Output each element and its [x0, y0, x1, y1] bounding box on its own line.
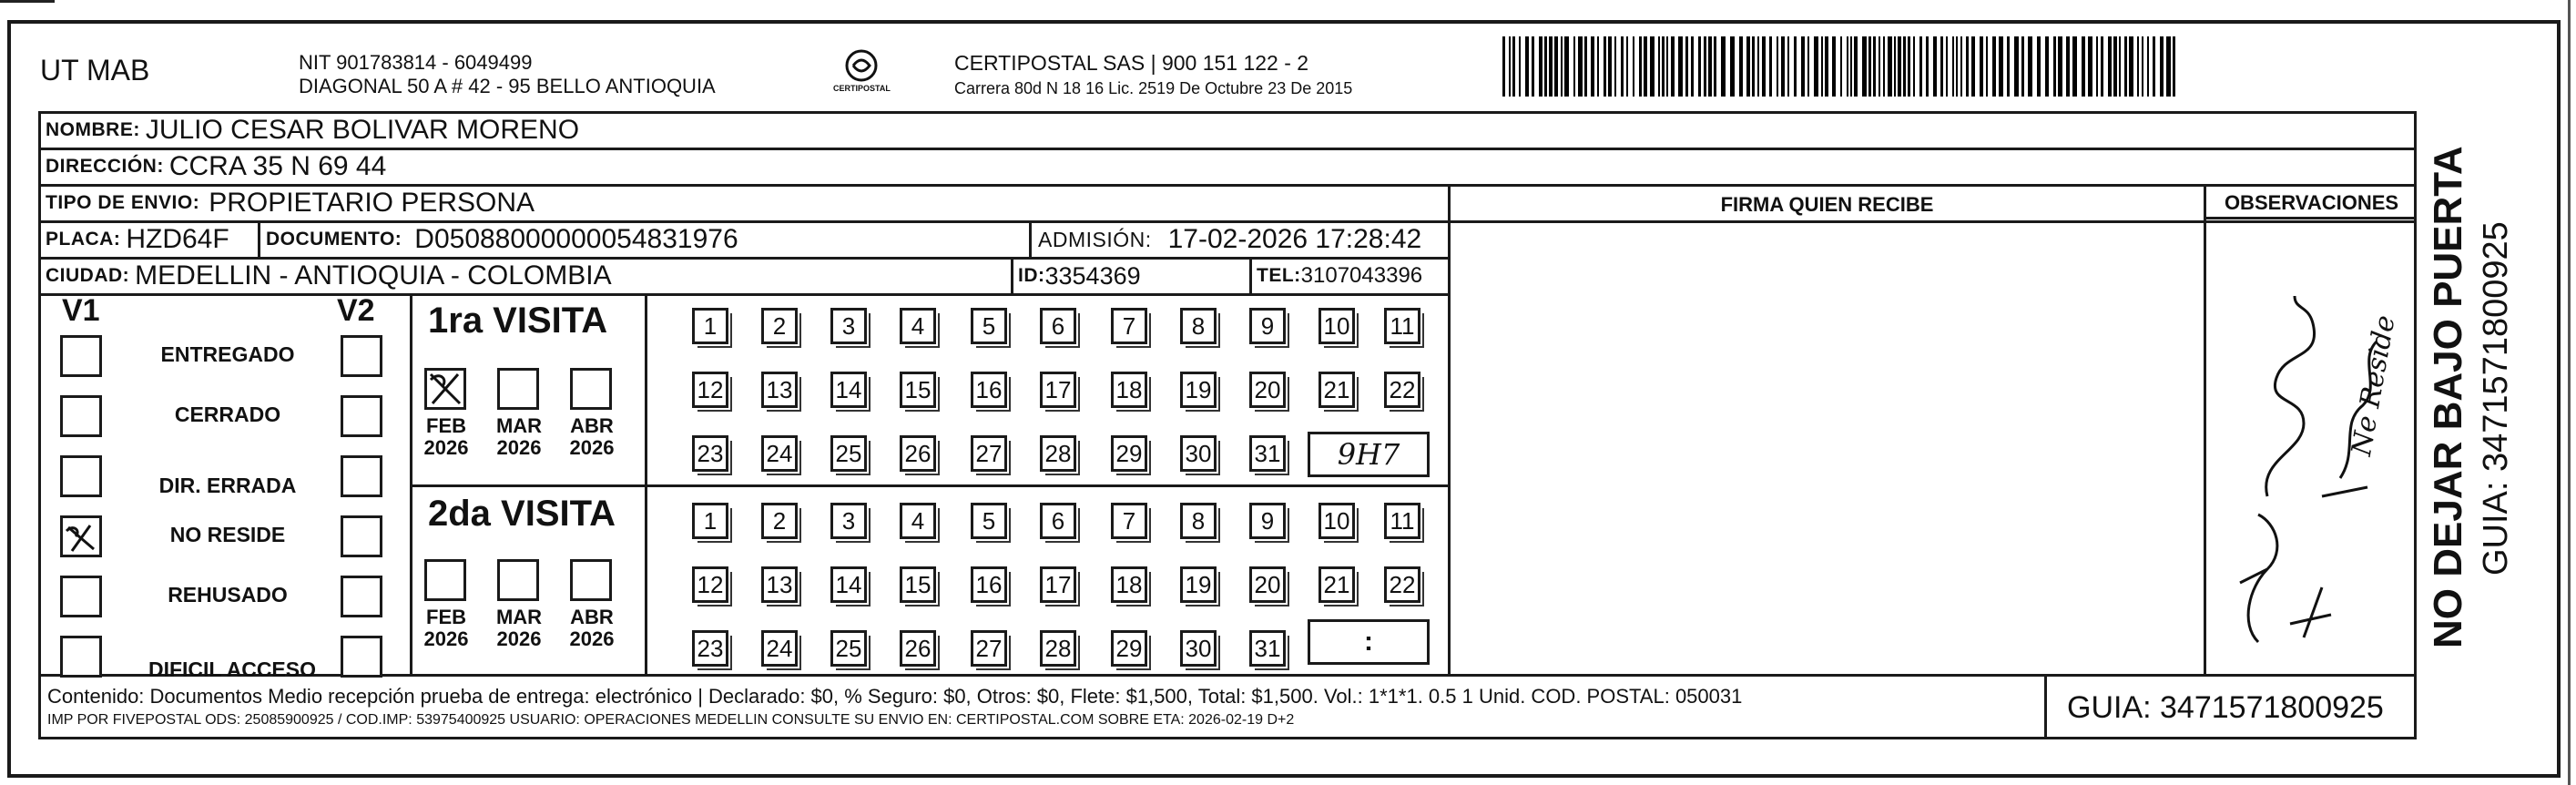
- day-checkbox[interactable]: 31: [1249, 630, 1286, 667]
- documento-value: D05088000000054831976: [414, 224, 738, 254]
- barcode-bar: [1639, 36, 1642, 97]
- barcode-bar: [2053, 36, 2056, 97]
- barcode-bar: [1746, 36, 1750, 97]
- v2-checkbox[interactable]: [341, 515, 382, 557]
- barcode-bar: [1549, 36, 1553, 97]
- barcode-bar: [2153, 36, 2155, 97]
- day-checkbox[interactable]: 5: [971, 308, 1007, 344]
- company-nit: NIT 901783814 - 6049499: [299, 51, 533, 74]
- day-checkbox[interactable]: 9: [1249, 503, 1286, 539]
- status-label: DIFICIL ACCESO: [148, 658, 316, 681]
- nombre-label: NOMBRE:: [46, 119, 140, 140]
- barcode-bar: [2088, 36, 2092, 97]
- documento-cell: [266, 222, 738, 257]
- carrier-license: Carrera 80d N 18 16 Lic. 2519 De Octubre 23 De 2015: [954, 79, 1353, 97]
- day-checkbox[interactable]: 5: [971, 503, 1007, 539]
- nombre-value: JULIO CESAR BOLIVAR MORENO: [145, 115, 580, 145]
- certipostal-logo: [833, 47, 890, 98]
- day-checkbox[interactable]: 17: [1040, 372, 1076, 408]
- barcode-bar: [2096, 36, 2098, 97]
- barcode-bar: [2173, 36, 2175, 97]
- day-checkbox[interactable]: 20: [1249, 372, 1286, 408]
- second-visit-time: [1308, 619, 1430, 665]
- barcode-bar: [1894, 36, 1896, 97]
- barcode-bar: [2028, 36, 2032, 97]
- v1-checkbox[interactable]: [60, 576, 102, 617]
- barcode-bar: [1584, 36, 1587, 97]
- company-name: UT MAB: [40, 54, 150, 87]
- barcode-bar: [1678, 36, 1683, 97]
- barcode-bar: [1564, 36, 1569, 97]
- id-label: ID:: [1018, 265, 1045, 286]
- company-address: DIAGONAL 50 A # 42 - 95 BELLO ANTIOQUIA: [299, 75, 716, 97]
- status-label: CERRADO: [174, 403, 281, 426]
- barcode-bar: [2037, 36, 2041, 97]
- barcode-bar: [1708, 36, 1712, 97]
- barcode-bar: [1512, 36, 1515, 97]
- day-checkbox[interactable]: 7: [1111, 503, 1147, 539]
- handwriting-strokes: [2204, 223, 2417, 669]
- barcode-bar: [1807, 36, 1809, 97]
- barcode-bar: [2108, 36, 2112, 97]
- id-value: 3354369: [1044, 261, 1141, 290]
- day-checkbox[interactable]: 13: [761, 566, 798, 603]
- barcode-bar: [1840, 36, 1842, 97]
- placa-cell: [46, 222, 229, 257]
- row-divider: [38, 148, 2417, 150]
- v1-checkbox[interactable]: [60, 455, 102, 497]
- barcode-bar: [1608, 36, 1612, 97]
- v1-checkbox[interactable]: [60, 395, 102, 437]
- col-divider: [1448, 184, 1451, 674]
- barcode-bar: [1814, 36, 1818, 97]
- col-divider: [1011, 257, 1013, 293]
- direccion-label: DIRECCIÓN:: [46, 156, 164, 177]
- v2-checkbox[interactable]: [341, 636, 382, 678]
- day-checkbox[interactable]: 28: [1040, 630, 1076, 667]
- barcode-bar: [1591, 36, 1594, 97]
- barcode-bar: [2129, 36, 2133, 97]
- tipo-label: TIPO DE ENVIO:: [46, 192, 200, 213]
- barcode-bar: [2119, 36, 2121, 97]
- barcode-bar: [1919, 36, 1922, 97]
- day-checkbox[interactable]: 13: [761, 372, 798, 408]
- day-checkbox[interactable]: 16: [971, 566, 1007, 603]
- row-divider: [38, 674, 2417, 677]
- barcode-bar: [1781, 36, 1785, 97]
- placa-value: HZD64F: [126, 224, 229, 254]
- barcode-bar: [1903, 36, 1906, 97]
- day-checkbox[interactable]: 14: [830, 566, 867, 603]
- barcode-bar: [2166, 36, 2171, 97]
- barcode-bar: [1752, 36, 1755, 97]
- col-divider: [258, 220, 260, 257]
- barcode-bar: [1999, 36, 2003, 97]
- barcode-bar: [1821, 36, 1823, 97]
- day-checkbox[interactable]: 1: [692, 503, 728, 539]
- month-label: ABR 2026: [569, 414, 615, 459]
- month-checkbox[interactable]: [497, 559, 539, 601]
- ciudad-value: MEDELLIN - ANTIOQUIA - COLOMBIA: [135, 260, 612, 291]
- day-checkbox[interactable]: 14: [830, 372, 867, 408]
- col-divider: [645, 293, 647, 674]
- month-checkbox[interactable]: [424, 559, 466, 601]
- month-label: ABR 2026: [569, 606, 615, 650]
- day-checkbox[interactable]: 25: [830, 630, 867, 667]
- barcode-bar: [1888, 36, 1892, 97]
- check-mark-icon: [427, 371, 463, 407]
- barcode-bar: [1604, 36, 1606, 97]
- barcode-bar: [1621, 36, 1624, 97]
- barcode-bar: [1614, 36, 1616, 97]
- day-checkbox[interactable]: 17: [1040, 566, 1076, 603]
- month-checkbox[interactable]: [497, 368, 539, 410]
- barcode-bar: [1544, 36, 1547, 97]
- barcode-bar: [1956, 36, 1958, 97]
- day-checkbox[interactable]: 1: [692, 308, 728, 344]
- second-visit-title: 2da VISITA: [428, 494, 616, 534]
- barcode-bar: [1777, 36, 1778, 97]
- day-checkbox[interactable]: 6: [1040, 503, 1076, 539]
- barcode-bar: [1662, 36, 1665, 97]
- day-checkbox[interactable]: 7: [1111, 308, 1147, 344]
- barcode-bar: [1946, 36, 1948, 97]
- barcode-bar: [1898, 36, 1901, 97]
- day-checkbox[interactable]: 29: [1111, 435, 1147, 472]
- barcode-bar: [1879, 36, 1880, 97]
- barcode-bar: [1913, 36, 1915, 97]
- day-checkbox[interactable]: 19: [1180, 566, 1217, 603]
- barcode-bar: [1532, 36, 1534, 97]
- barcode-bar: [1578, 36, 1583, 97]
- status-label: REHUSADO: [168, 583, 288, 607]
- barcode-bar: [2058, 36, 2062, 97]
- admision-value: 17-02-2026 17:28:42: [1167, 224, 1422, 254]
- day-checkbox[interactable]: 11: [1384, 503, 1420, 539]
- col-divider: [2044, 674, 2047, 739]
- barcode-bar: [2021, 36, 2024, 97]
- first-visit-time: [1308, 432, 1430, 477]
- barcode-bar: [1762, 36, 1766, 97]
- barcode-bar: [2160, 36, 2164, 97]
- barcode-bar: [1730, 36, 1735, 97]
- footer-line1: Contenido: Documentos Medio recepción prueba de entrega: electrónico | Declarado: $0, % Seguro: $0, Otros: $0, Flete: $1,500, Total: $1,500. Vol.: 1*1*1. 0.5 1 Unid. COD. POSTAL: 050031: [47, 685, 1743, 708]
- day-checkbox[interactable]: 12: [692, 372, 728, 408]
- barcode-bar: [1873, 36, 1876, 97]
- day-checkbox[interactable]: 29: [1111, 630, 1147, 667]
- barcode-bar: [1671, 36, 1675, 97]
- barcode-bar: [1626, 36, 1628, 97]
- barcode-bar: [1685, 36, 1688, 97]
- barcode-bar: [1980, 36, 1983, 97]
- first-visit-title: 1ra VISITA: [428, 301, 608, 341]
- day-checkbox[interactable]: 21: [1319, 566, 1355, 603]
- barcode-bar: [1519, 36, 1521, 97]
- v2-checkbox[interactable]: [341, 335, 382, 377]
- barcode-bar: [2101, 36, 2103, 97]
- barcode-bar: [1801, 36, 1805, 97]
- side-warning: NO DEJAR BAJO PUERTA: [2426, 146, 2470, 648]
- day-checkbox[interactable]: 3: [830, 308, 867, 344]
- row-divider: [38, 293, 1448, 296]
- barcode-bar: [1561, 36, 1563, 97]
- tipo-value: PROPIETARIO PERSONA: [209, 188, 535, 218]
- observaciones-header: OBSERVACIONES: [2224, 191, 2399, 214]
- day-checkbox[interactable]: 18: [1111, 372, 1147, 408]
- day-checkbox[interactable]: 11: [1384, 308, 1420, 344]
- direccion-row: [46, 149, 386, 184]
- side-guia: GUIA: 3471571800925: [2477, 221, 2515, 576]
- v1-checkbox[interactable]: [60, 335, 102, 377]
- direccion-value: CCRA 35 N 69 44: [168, 151, 387, 181]
- scan-mark: [0, 0, 55, 3]
- barcode-bar: [1847, 36, 1848, 97]
- status-label: ENTREGADO: [160, 342, 295, 366]
- barcode-bar: [1714, 36, 1716, 97]
- barcode-bar: [1883, 36, 1885, 97]
- placa-label: PLACA:: [46, 229, 121, 250]
- day-checkbox[interactable]: 18: [1111, 566, 1147, 603]
- footer-line2: IMP POR FIVEPOSTAL ODS: 25085900925 / COD.IMP: 53975400925 USUARIO: OPERACIONES MEDELLIN CONSULTE SU ENVIO EN: CERTIPOSTAL.COM SOBRE ETA: 2026-02-19 D+2: [47, 712, 1295, 728]
- day-checkbox[interactable]: 16: [971, 372, 1007, 408]
- status-label: DIR. ERRADA: [158, 474, 297, 497]
- day-checkbox[interactable]: 12: [692, 566, 728, 603]
- barcode-bar: [1971, 36, 1975, 97]
- v2-checkbox[interactable]: [341, 395, 382, 437]
- barcode-bar: [1721, 36, 1726, 97]
- day-checkbox[interactable]: 6: [1040, 308, 1076, 344]
- day-checkbox[interactable]: 25: [830, 435, 867, 472]
- admision-label: ADMISIÓN:: [1038, 227, 1152, 251]
- col-divider: [410, 293, 412, 674]
- barcode-bar: [1854, 36, 1858, 97]
- month-label: MAR 2026: [495, 606, 543, 650]
- barcode-bar: [1698, 36, 1701, 97]
- barcode-bar: [1868, 36, 1871, 97]
- barcode-bar: [1787, 36, 1789, 97]
- tel-value: 3107043396: [1300, 263, 1423, 288]
- day-checkbox[interactable]: 4: [900, 308, 936, 344]
- barcode-bar: [1908, 36, 1910, 97]
- barcode-bar: [1554, 36, 1558, 97]
- barcode-bar: [1825, 36, 1828, 97]
- day-checkbox[interactable]: 30: [1180, 435, 1217, 472]
- day-checkbox[interactable]: 27: [971, 435, 1007, 472]
- day-checkbox[interactable]: 27: [971, 630, 1007, 667]
- barcode-bar: [1509, 36, 1511, 97]
- barcode-bar: [1525, 36, 1529, 97]
- barcode-bar: [1666, 36, 1668, 97]
- footer-guia: GUIA: 3471571800925: [2067, 690, 2384, 725]
- firma-header: FIRMA QUIEN RECIBE: [1720, 193, 1934, 216]
- barcode-bar: [1862, 36, 1867, 97]
- barcode-bar: [2082, 36, 2085, 97]
- day-checkbox[interactable]: 22: [1384, 372, 1420, 408]
- barcode-bar: [1926, 36, 1929, 97]
- barcode-bar: [2007, 36, 2010, 97]
- tel-cell: [1257, 259, 1422, 293]
- barcode-bar: [1960, 36, 1962, 97]
- barcode-bar: [2072, 36, 2077, 97]
- scan-edge: [2568, 0, 2571, 785]
- barcode-bar: [1933, 36, 1937, 97]
- day-checkbox[interactable]: 30: [1180, 630, 1217, 667]
- barcode-bar: [1573, 36, 1575, 97]
- barcode-bar: [1757, 36, 1759, 97]
- first-visit-time-value: 9H7: [1337, 437, 1400, 472]
- day-checkbox[interactable]: 26: [900, 630, 936, 667]
- day-checkbox[interactable]: 9: [1249, 308, 1286, 344]
- barcode-bar: [1952, 36, 1954, 97]
- day-checkbox[interactable]: 23: [692, 435, 728, 472]
- barcode-bar: [2142, 36, 2143, 97]
- observaciones-handwriting: [2204, 223, 2417, 669]
- day-checkbox[interactable]: 3: [830, 503, 867, 539]
- carrier-name: CERTIPOSTAL SAS | 900 151 122 - 2: [954, 51, 1309, 75]
- day-checkbox[interactable]: 23: [692, 630, 728, 667]
- barcode-bar: [2014, 36, 2019, 97]
- barcode-bar: [2066, 36, 2070, 97]
- day-checkbox[interactable]: 15: [900, 566, 936, 603]
- admision-cell: [1038, 222, 1421, 257]
- barcode-bar: [1992, 36, 1996, 97]
- observaciones-note: Ne Reside: [2346, 312, 2402, 459]
- barcode-bar: [1597, 36, 1599, 97]
- day-checkbox[interactable]: 4: [900, 503, 936, 539]
- documento-label: DOCUMENTO:: [266, 229, 402, 250]
- id-cell: [1018, 259, 1141, 293]
- barcode-bar: [1539, 36, 1543, 97]
- day-checkbox[interactable]: 22: [1384, 566, 1420, 603]
- status-label: NO RESIDE: [169, 523, 286, 546]
- tipo-row: [46, 186, 535, 220]
- tel-label: TEL:: [1257, 265, 1301, 286]
- col-divider: [1029, 220, 1032, 257]
- v2-checkbox[interactable]: [341, 576, 382, 617]
- v2-checkbox[interactable]: [341, 455, 382, 497]
- month-checkbox[interactable]: [570, 368, 612, 410]
- barcode-bar: [1940, 36, 1943, 97]
- barcode-bar: [1658, 36, 1660, 97]
- barcode-bar: [1794, 36, 1797, 97]
- logo-text: CERTIPOSTAL: [833, 84, 891, 93]
- day-checkbox[interactable]: 19: [1180, 372, 1217, 408]
- v2-header: V2: [337, 293, 375, 328]
- barcode-bar: [1850, 36, 1852, 97]
- barcode-bar: [1966, 36, 1969, 97]
- day-checkbox[interactable]: 10: [1319, 503, 1355, 539]
- barcode-bar: [2045, 36, 2049, 97]
- day-checkbox[interactable]: 2: [761, 308, 798, 344]
- v1-header: V1: [62, 293, 100, 328]
- v1-checkbox[interactable]: [60, 636, 102, 678]
- day-checkbox[interactable]: 26: [900, 435, 936, 472]
- month-checkbox[interactable]: [570, 559, 612, 601]
- barcode-bar: [1650, 36, 1655, 97]
- barcode-bar: [1769, 36, 1772, 97]
- month-label: FEB 2026: [423, 414, 469, 459]
- v1-checkbox[interactable]: [60, 515, 102, 557]
- ciudad-label: CIUDAD:: [46, 265, 130, 286]
- nombre-row: [46, 113, 579, 148]
- day-checkbox[interactable]: 2: [761, 503, 798, 539]
- row-divider: [410, 484, 1448, 487]
- row-divider: [2204, 217, 2417, 219]
- day-checkbox[interactable]: 21: [1319, 372, 1355, 408]
- check-mark-icon: [63, 518, 99, 555]
- day-checkbox[interactable]: 15: [900, 372, 936, 408]
- barcode-bar: [2147, 36, 2149, 97]
- day-checkbox[interactable]: 8: [1180, 503, 1217, 539]
- day-checkbox[interactable]: 8: [1180, 308, 1217, 344]
- barcode-bar: [1832, 36, 1836, 97]
- barcode-bar: [1691, 36, 1694, 97]
- barcode-bar: [1704, 36, 1706, 97]
- day-checkbox[interactable]: 10: [1319, 308, 1355, 344]
- col-divider: [1249, 257, 1252, 293]
- day-checkbox[interactable]: 28: [1040, 435, 1076, 472]
- day-checkbox[interactable]: 20: [1249, 566, 1286, 603]
- month-checkbox[interactable]: [424, 368, 466, 410]
- month-label: FEB 2026: [423, 606, 469, 650]
- day-checkbox[interactable]: 31: [1249, 435, 1286, 472]
- day-checkbox[interactable]: 24: [761, 435, 798, 472]
- day-checkbox[interactable]: 24: [761, 630, 798, 667]
- barcode-bar: [1633, 36, 1634, 97]
- second-visit-time-value: :: [1364, 627, 1373, 657]
- barcode-bar: [2124, 36, 2127, 97]
- barcode-bar: [2137, 36, 2139, 97]
- barcode: [1502, 36, 2181, 97]
- barcode-bar: [1502, 36, 1505, 97]
- barcode-bar: [1739, 36, 1743, 97]
- ciudad-cell: [46, 259, 612, 293]
- month-label: MAR 2026: [495, 414, 543, 459]
- barcode-bar: [1986, 36, 1988, 97]
- barcode-bar: [1644, 36, 1647, 97]
- barcode-bar: [2113, 36, 2117, 97]
